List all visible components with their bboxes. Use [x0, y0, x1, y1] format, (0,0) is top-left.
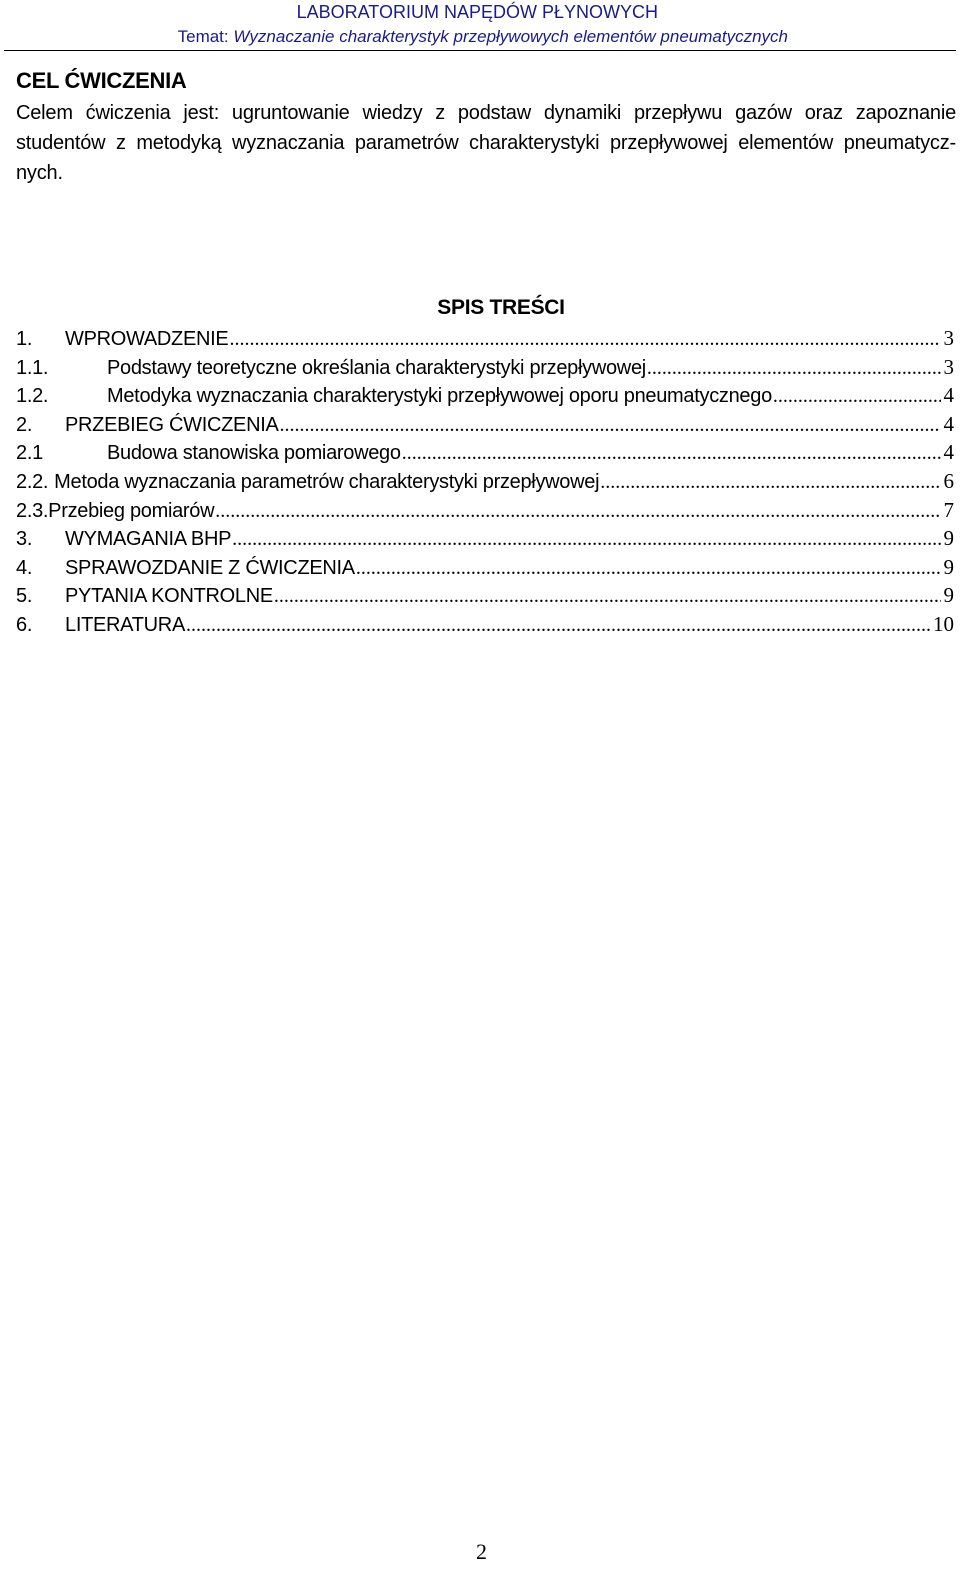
toc-entry-number: 2.2.	[16, 470, 49, 493]
toc-entry-page: 3	[943, 326, 954, 350]
toc-leader-dots	[186, 614, 930, 637]
toc-leader-dots	[773, 385, 941, 408]
toc-entry-number: 1.	[16, 328, 33, 350]
toc-leader-dots	[600, 471, 940, 494]
toc-entry[interactable]	[16, 583, 954, 612]
toc-entry-number: 6.	[16, 613, 33, 636]
toc-entry-label: LITERATURA	[65, 613, 185, 636]
toc-entry-label: WPROWADZENIE	[65, 328, 229, 350]
toc-entry[interactable]	[16, 498, 954, 527]
toc-leader-dots	[274, 585, 941, 608]
goal-section	[16, 68, 956, 188]
topic-value: Wyznaczanie charakterystyk przepływowych elementów pneumatycznych	[233, 27, 788, 46]
toc-leader-dots	[215, 500, 940, 523]
toc-entry[interactable]	[16, 440, 954, 469]
table-of-contents	[16, 296, 954, 641]
toc-entry-label: Metoda wyznaczania parametrów charakterystyki przepływowej	[54, 470, 600, 493]
toc-entry[interactable]	[16, 383, 954, 412]
toc-entry-number: 3.	[16, 528, 33, 551]
toc-leader-dots	[232, 528, 940, 551]
toc-entry[interactable]	[16, 412, 954, 441]
toc-entry-page: 10	[933, 611, 954, 636]
topic-label: Temat:	[177, 27, 229, 46]
toc-entry-label: PYTANIA KONTROLNE	[65, 585, 273, 608]
toc-entry-number: 2.1	[16, 442, 43, 465]
topic-line	[178, 27, 788, 47]
toc-entry-number: 4.	[16, 556, 33, 579]
toc-entry-label: Budowa stanowiska pomiarowego	[107, 442, 401, 465]
toc-entry-label: Podstawy teoretyczne określania charakterystyki przepływowej	[107, 356, 646, 379]
page-number: 2	[476, 1539, 487, 1564]
toc-leader-dots	[280, 414, 941, 437]
toc-entry[interactable]	[16, 612, 954, 641]
toc-entry[interactable]	[16, 355, 954, 384]
toc-entry-page: 4	[943, 411, 954, 436]
toc-entry-label: PRZEBIEG ĆWICZENIA	[65, 413, 279, 436]
toc-entry[interactable]	[16, 526, 954, 555]
goal-heading: CEL ĆWICZENIA	[16, 68, 187, 93]
toc-entry-page: 7	[943, 497, 954, 522]
goal-text: Celem ćwiczenia jest: ugruntowanie wiedzy z podstaw dynamiki przepływu gazów oraz zapoznanie studentów z metodyką wyznaczania parametrów charakterystyki przepływowej elementów pneumatycz-nych.	[16, 102, 956, 184]
toc-entry-label: Przebieg pomiarów	[48, 499, 215, 522]
toc-entry-label: Metodyka wyznaczania charakterystyki przepływowej oporu pneumatycznego	[107, 385, 772, 408]
toc-entry-page: 9	[943, 526, 954, 551]
toc-entry-number: 1.2.	[16, 385, 49, 408]
toc-entry-number: 1.1.	[16, 356, 49, 379]
toc-entry[interactable]	[16, 555, 954, 584]
toc-leader-dots	[229, 328, 940, 351]
toc-entry-page: 4	[943, 383, 954, 408]
toc-title: SPIS TREŚCI	[437, 296, 565, 319]
toc-entry-page: 9	[943, 554, 954, 579]
lab-title: LABORATORIUM NAPĘDÓW PŁYNOWYCH	[296, 2, 658, 22]
toc-entry-page: 4	[943, 440, 954, 465]
toc-entry-page: 3	[943, 354, 954, 379]
toc-entry-page: 9	[943, 583, 954, 608]
toc-leader-dots	[356, 557, 941, 580]
toc-entry-page: 6	[943, 468, 954, 493]
toc-leader-dots	[647, 357, 941, 380]
toc-entry-label: WYMAGANIA BHP	[65, 528, 232, 551]
toc-entry[interactable]	[16, 469, 954, 498]
toc-leader-dots	[402, 442, 941, 465]
toc-entry[interactable]	[16, 326, 954, 355]
toc-entry-number: 2.3.	[16, 499, 49, 522]
toc-entry-label: SPRAWOZDANIE Z ĆWICZENIA	[65, 556, 355, 579]
header-divider	[4, 50, 956, 51]
page-header	[0, 0, 960, 52]
toc-entry-number: 2.	[16, 413, 33, 436]
toc-entry-number: 5.	[16, 585, 33, 608]
